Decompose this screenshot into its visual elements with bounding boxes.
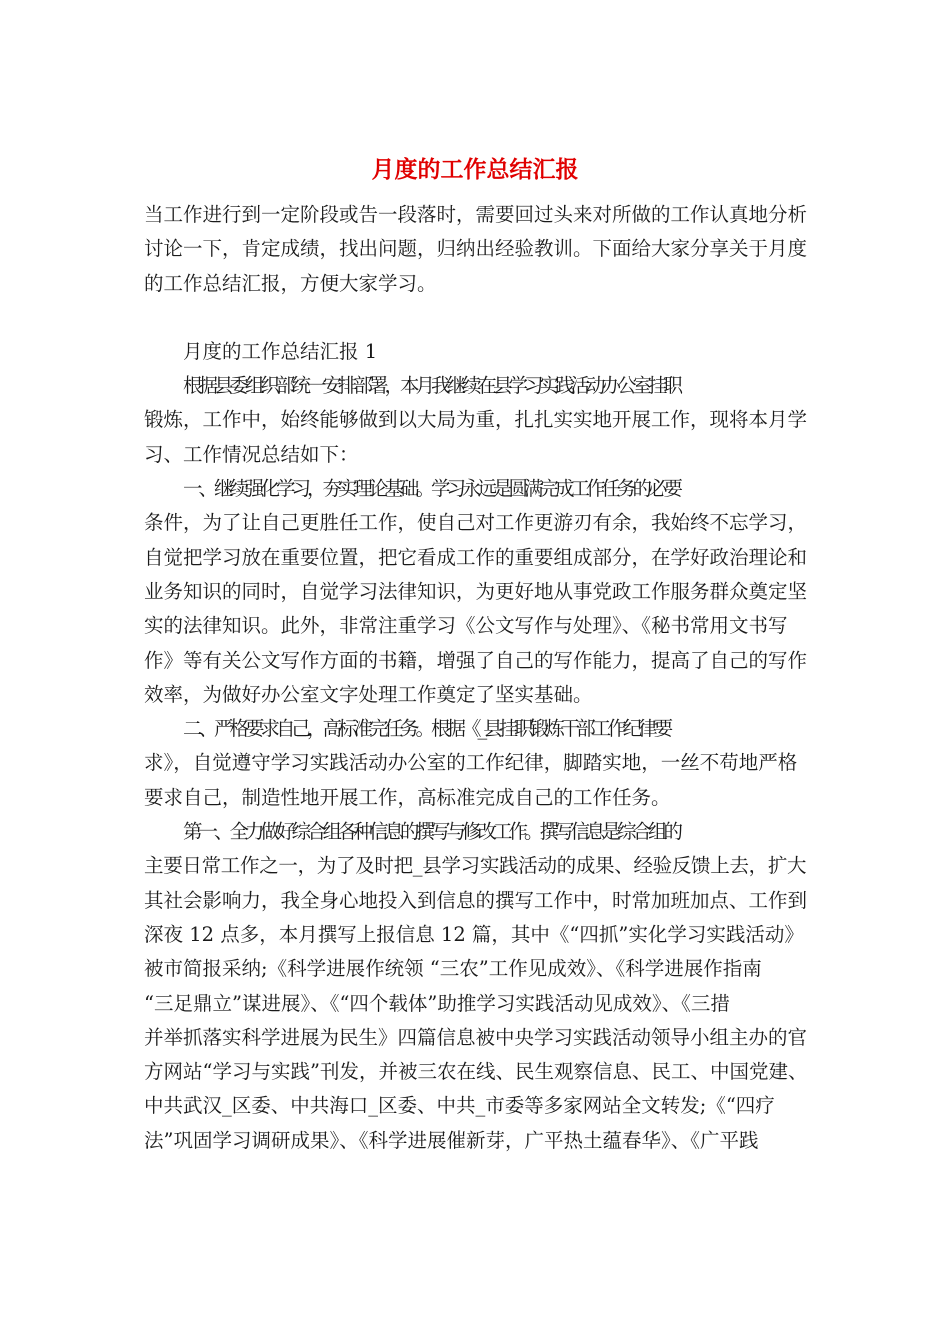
text-line: 求》，自觉遵守学习实践活动办公室的工作纪律，脚踏实地，一丝不苟地严格: [144, 751, 798, 775]
text-line: 效率，为做好办公室文字处理工作奠定了坚实基础。: [144, 682, 593, 706]
text-line: 并举抓落实科学进展为民生》四篇信息被中央学习实践活动领导小组主办的官: [144, 1025, 808, 1049]
document-title: 月度的工作总结汇报: [371, 156, 579, 183]
text-line: 条件，为了让自己更胜任工作，使自己对工作更游刃有余，我始终不忘学习，: [144, 511, 808, 535]
document-body: [144, 198, 808, 1158]
text-line: 方网站“学习与实践”刊发，并被三农在线、民生观察信息、民工、中国党建、: [144, 1060, 808, 1084]
text-line: 的工作总结汇报，方便大家学习。: [144, 271, 437, 295]
body-paragraph: [144, 712, 808, 815]
body-paragraph: [144, 815, 808, 1158]
text-line: 深夜 12 点多，本月撰写上报信息 12 篇，其中《“四抓”实化学习实践活动》: [144, 922, 804, 946]
text-line: 习、工作情况总结如下：: [144, 442, 359, 466]
text-line: 第一、全力做好综合组各种信息的撰写与修改工作。撰写信息是综合组的: [183, 820, 680, 844]
text-line: 主要日常工作之一，为了及时把_县学习实践活动的成果、经验反馈上去，扩大: [144, 854, 807, 878]
text-line: 业务知识的同时，自觉学习法律知识，为更好地从事党政工作服务群众奠定坚: [144, 579, 808, 603]
text-line: 中共武汉_区委、中共海口_区委、中共_市委等多家网站全文转发;《“四疗: [144, 1094, 775, 1118]
text-line: 自觉把学习放在重要位置，把它看成工作的重要组成部分，在学好政治理论和: [144, 545, 808, 569]
text-line: 二、严格要求自己，高标准完任务。根据《_县挂职锻炼干部工作纪律要: [183, 717, 670, 741]
text-line: 一、继续强化学习，夯实理论基础。学习永远是圆满完成工作任务的必要: [183, 477, 680, 501]
intro-paragraph: [144, 198, 808, 301]
text-line: 其社会影响力，我全身心地投入到信息的撰写工作中，时常加班加点、工作到: [144, 888, 808, 912]
text-line: 法”巩固学习调研成果》、《科学进展催新芽，广平热土蕴春华》、《广平践: [144, 1128, 759, 1152]
text-line: 被市简报采纳;《科学进展作统领 “三农”工作见成效》、《科学进展作指南: [144, 957, 762, 981]
body-paragraph: [144, 369, 808, 472]
section-heading: 月度的工作总结汇报 1: [183, 339, 378, 363]
text-line: 当工作进行到一定阶段或告一段落时，需要回过头来对所做的工作认真地分析: [144, 203, 808, 226]
text-line: 作》等有关公文写作方面的书籍，增强了自己的写作能力，提高了自己的写作: [144, 648, 808, 672]
text-line: 根据县委组织部统一安排部署，本月我继续在县学习实践活动办公室挂职: [183, 374, 680, 398]
text-line: 锻炼，工作中，始终能够做到以大局为重，扎扎实实地开展工作，现将本月学: [144, 408, 808, 432]
text-line: 实的法律知识。此外，非常注重学习《公文写作与处理》、《秘书常用文书写: [144, 614, 788, 638]
body-paragraph: [144, 472, 808, 712]
text-line: 讨论一下，肯定成绩，找出问题，归纳出经验教训。下面给大家分享关于月度: [144, 237, 808, 261]
paragraph-gap: [144, 301, 808, 335]
text-line: 要求自己，制造性地开展工作，高标准完成自己的工作任务。: [144, 785, 671, 809]
text-line: “三足鼎立”谋进展》、《“四个载体”助推学习实践活动见成效》、《三措: [144, 991, 730, 1015]
